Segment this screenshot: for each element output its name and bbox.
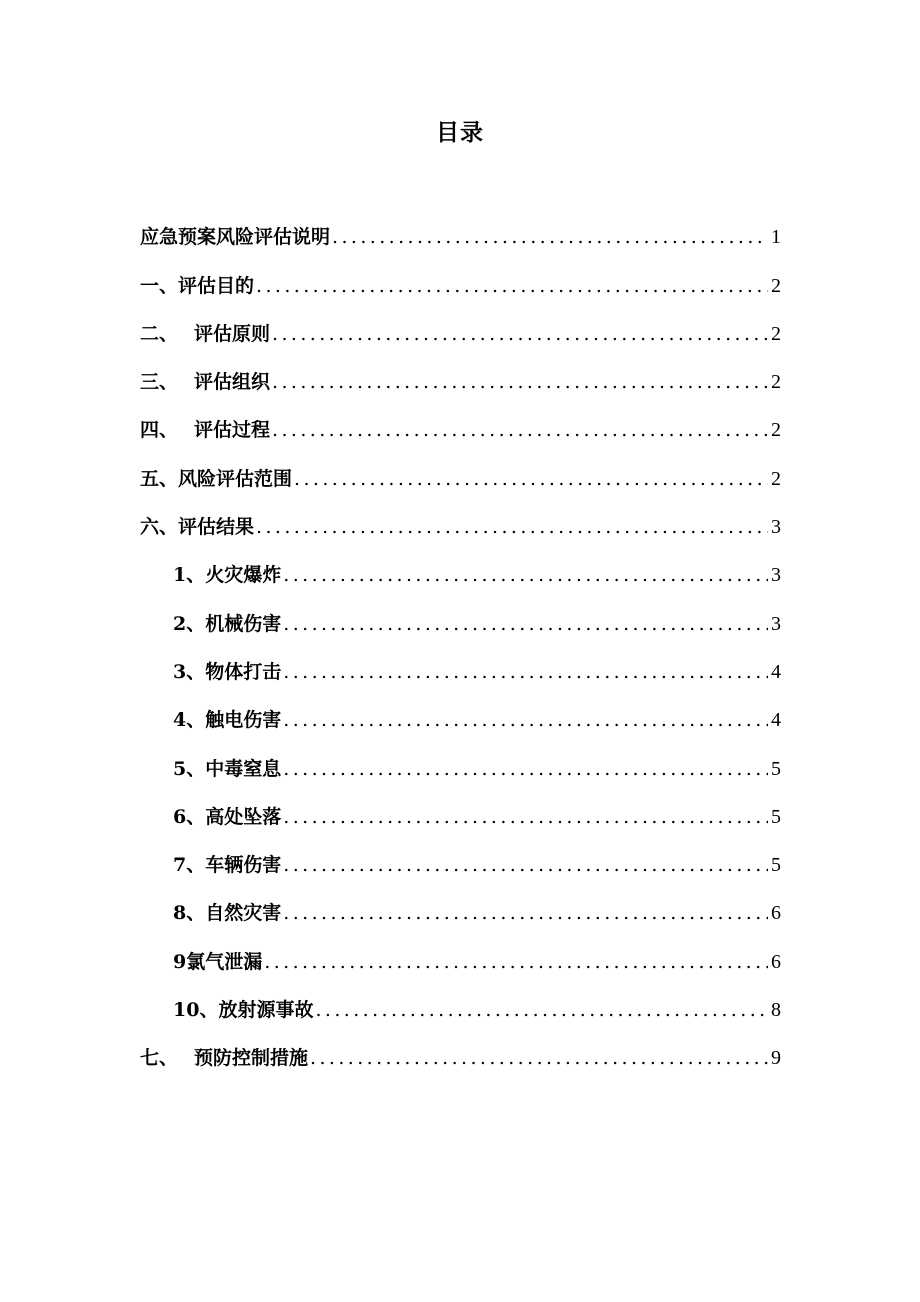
toc-entry[interactable] [140, 405, 781, 453]
toc-subentry[interactable] [140, 550, 781, 598]
toc-entry-number: 7、 [173, 854, 206, 877]
toc-dot-leader [272, 407, 768, 453]
toc-entry-number: 1、 [173, 564, 206, 587]
toc-entry-page: 4 [771, 660, 781, 683]
toc-entry[interactable] [140, 260, 781, 308]
toc-subentry[interactable] [140, 936, 781, 984]
toc-entry-label: 2、机械伤害 [173, 601, 281, 647]
toc-dot-leader [283, 601, 768, 647]
toc-dot-leader [283, 890, 768, 936]
toc-dot-leader [310, 1035, 768, 1081]
toc-entry-number: 6、 [173, 805, 206, 828]
toc-dot-leader [256, 263, 768, 309]
toc-entry-number: 二、 [140, 322, 179, 345]
toc-entry-page: 2 [771, 322, 781, 345]
toc-entry-label: 七、 预防控制措施 [140, 1035, 308, 1081]
toc-entry-page: 3 [771, 612, 781, 635]
toc-entry-number: 一、 [140, 274, 179, 297]
toc-entry-page: 5 [771, 854, 781, 877]
toc-entry-page: 6 [771, 950, 781, 973]
toc-entry-number: 10、 [173, 999, 219, 1022]
toc-entry-label: 3、物体打击 [173, 649, 281, 695]
toc-entry-label: 一、评估目的 [140, 263, 254, 309]
toc-dot-leader [272, 311, 768, 357]
toc-list [140, 212, 781, 1081]
toc-entry-label: 4、触电伤害 [173, 697, 281, 743]
toc-entry-number: 4、 [173, 709, 206, 732]
toc-entry-number: 5、 [173, 757, 206, 780]
toc-entry-number: 8、 [173, 902, 206, 925]
toc-dot-leader [272, 359, 768, 405]
toc-entry-number: 五、 [140, 467, 179, 490]
toc-entry-label: 应急预案风险评估说明 [140, 226, 331, 249]
toc-entry-label: 五、风险评估范围 [140, 456, 292, 502]
toc-entry-number: 七、 [140, 1047, 179, 1070]
toc-dot-leader [283, 552, 768, 598]
toc-subentry[interactable] [140, 647, 781, 695]
toc-entry-number: 3、 [173, 660, 206, 683]
toc-entry[interactable] [140, 357, 781, 405]
toc-entry-page: 2 [771, 419, 781, 442]
toc-subentry[interactable] [140, 743, 781, 791]
toc-entry-page: 4 [771, 709, 781, 732]
toc-entry-label: 三、 评估组织 [140, 359, 270, 405]
toc-entry-page: 2 [771, 274, 781, 297]
toc-subentry[interactable] [140, 985, 781, 1033]
toc-title: 目录 [436, 119, 484, 146]
toc-entry-label: 7、车辆伤害 [173, 842, 281, 888]
toc-entry-page: 2 [771, 467, 781, 490]
toc-dot-leader [294, 456, 768, 502]
toc-entry-number: 2、 [173, 612, 206, 635]
toc-entry-number: 三、 [140, 371, 179, 394]
toc-dot-leader [283, 794, 768, 840]
toc-entry[interactable] [140, 453, 781, 501]
toc-entry-number: 六、 [140, 516, 179, 539]
toc-entry-label: 5、中毒窒息 [173, 746, 281, 792]
toc-entry-page: 6 [771, 902, 781, 925]
toc-entry-number: 四、 [140, 419, 179, 442]
toc-subentry[interactable] [140, 792, 781, 840]
toc-dot-leader [283, 649, 768, 695]
toc-entry-label: 二、 评估原则 [140, 311, 270, 357]
toc-entry[interactable] [140, 212, 781, 260]
toc-dot-leader [283, 746, 768, 792]
toc-entry[interactable] [140, 1033, 781, 1081]
toc-entry-page: 5 [771, 757, 781, 780]
toc-entry-label: 8、自然灾害 [173, 890, 281, 936]
toc-entry-page: 2 [771, 371, 781, 394]
toc-entry[interactable] [140, 309, 781, 357]
toc-entry-page: 9 [771, 1047, 781, 1070]
toc-dot-leader [332, 214, 768, 260]
toc-entry-label: 9氯气泄漏 [173, 939, 262, 985]
toc-entry-number: 9 [173, 950, 187, 973]
toc-subentry[interactable] [140, 840, 781, 888]
toc-entry-page: 8 [771, 999, 781, 1022]
toc-subentry[interactable] [140, 695, 781, 743]
toc-dot-leader [283, 697, 768, 743]
toc-subentry[interactable] [140, 888, 781, 936]
toc-entry-label: 六、评估结果 [140, 504, 254, 550]
toc-entry-label: 四、 评估过程 [140, 407, 270, 453]
toc-dot-leader [283, 842, 768, 888]
toc-entry[interactable] [140, 502, 781, 550]
toc-dot-leader [256, 504, 768, 550]
toc-entry-label: 10、放射源事故 [173, 987, 313, 1033]
toc-subentry[interactable] [140, 598, 781, 646]
toc-entry-page: 3 [771, 516, 781, 539]
toc-dot-leader [264, 939, 768, 985]
toc-entry-page: 1 [771, 226, 781, 249]
toc-entry-label: 1、火灾爆炸 [173, 552, 281, 598]
toc-entry-page: 5 [771, 805, 781, 828]
toc-entry-page: 3 [771, 564, 781, 587]
toc-entry-label: 6、高处坠落 [173, 794, 281, 840]
toc-dot-leader [315, 987, 768, 1033]
